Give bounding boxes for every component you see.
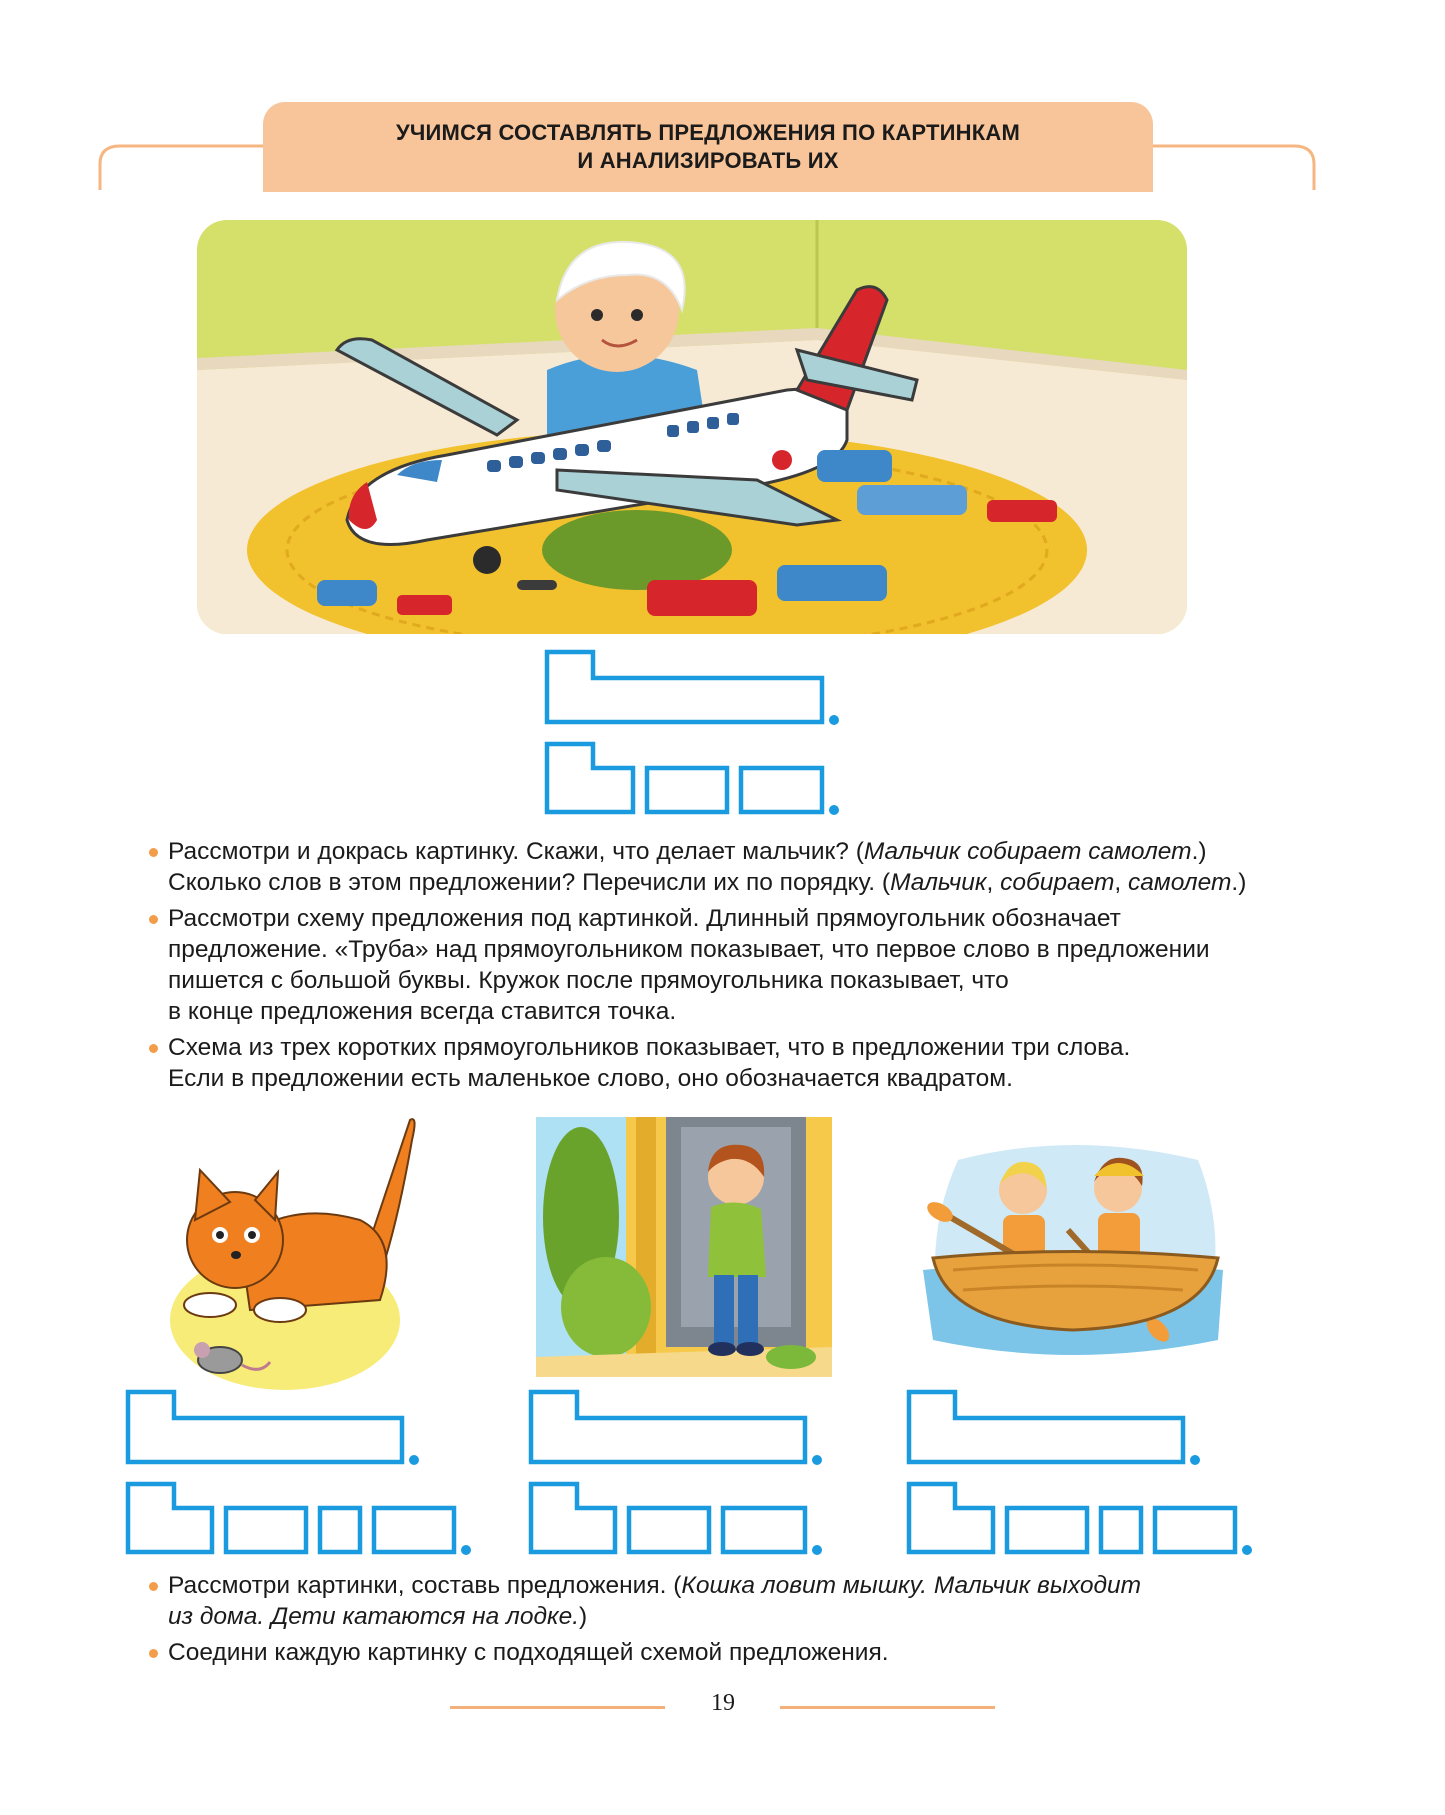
instruction-line — [168, 836, 1348, 867]
instruction-text: , — [1114, 869, 1129, 896]
illustration-boy-door — [536, 1117, 832, 1377]
instruction-item — [148, 903, 1348, 1027]
instruction-line — [168, 1032, 1348, 1063]
sentence-scheme-whole — [545, 650, 845, 730]
instruction-line — [168, 1637, 1348, 1668]
instructions-bottom — [148, 1570, 1348, 1673]
instruction-line — [168, 934, 1348, 965]
instruction-answer-text: собирает — [1000, 869, 1115, 896]
instruction-answer-text: самолет — [1128, 869, 1232, 896]
instruction-item — [148, 1032, 1348, 1094]
scheme-right-four-words — [907, 1482, 1257, 1562]
instruction-item — [148, 1570, 1348, 1632]
instruction-text: в конце предложения всегда ставится точка. — [168, 998, 677, 1025]
instruction-item — [148, 836, 1348, 898]
scheme-middle-three-words — [529, 1482, 829, 1562]
instruction-line — [168, 1570, 1348, 1601]
illustration-children-boat — [918, 1140, 1228, 1365]
instruction-item — [148, 1637, 1348, 1668]
scheme-left-whole — [126, 1390, 426, 1470]
instruction-text: Рассмотри картинки, составь предложения. ( — [168, 1572, 682, 1599]
instruction-text: ) — [579, 1603, 588, 1630]
instructions-top — [148, 836, 1348, 1099]
instruction-text: Соедини каждую картинку с подходящей схемой предложения. — [168, 1639, 889, 1666]
footer-line-right — [780, 1706, 995, 1709]
instruction-text: Сколько слов в этом предложении? Перечисли их по порядку. ( — [168, 869, 891, 896]
scheme-middle-whole — [529, 1390, 829, 1470]
instruction-text: Рассмотри и докрась картинку. Скажи, что делает мальчик? ( — [168, 838, 864, 865]
scheme-right-whole — [907, 1390, 1207, 1470]
instruction-text: Если в предложении есть маленькое слово, оно обозначается квадратом. — [168, 1065, 1013, 1092]
instruction-answer-text: Кошка ловит мышку. Мальчик выходит — [681, 1572, 1142, 1599]
instruction-text: предложение. «Труба» над прямоугольником показывает, что первое слово в предложении — [168, 936, 1210, 963]
instruction-answer-text: Мальчик — [890, 869, 987, 896]
instruction-answer-text: из дома. Дети катаются на лодке. — [168, 1603, 580, 1630]
instruction-line — [168, 867, 1348, 898]
instruction-line — [168, 1063, 1348, 1094]
instruction-answer-text: Мальчик собирает самолет — [863, 838, 1192, 865]
instruction-line — [168, 996, 1348, 1027]
instruction-line — [168, 1601, 1348, 1632]
illustration-cat-mouse — [160, 1110, 420, 1390]
footer-line-left — [450, 1706, 665, 1709]
page-title-line-1: УЧИМСЯ СОСТАВЛЯТЬ ПРЕДЛОЖЕНИЯ ПО КАРТИНКАМ — [396, 120, 1020, 145]
scheme-left-four-words — [126, 1482, 476, 1562]
instruction-text: .) — [1191, 838, 1207, 865]
instruction-line — [168, 903, 1348, 934]
page-title-line-2: И АНАЛИЗИРОВАТЬ ИХ — [577, 148, 839, 173]
instruction-text: пишется с большой буквы. Кружок после прямоугольника показывает, что — [168, 967, 1009, 994]
illustration-boy-airplane — [197, 220, 1187, 634]
instruction-text: Рассмотри схему предложения под картинкой. Длинный прямоугольник обозначает — [168, 905, 1121, 932]
page-title — [263, 102, 1153, 192]
instruction-line — [168, 965, 1348, 996]
instruction-text: .) — [1231, 869, 1247, 896]
instruction-text: , — [986, 869, 1001, 896]
sentence-scheme-three-words — [545, 742, 845, 822]
page-number: 19 — [711, 1690, 735, 1716]
instruction-text: Схема из трех коротких прямоугольников показывает, что в предложении три слова. — [168, 1034, 1131, 1061]
